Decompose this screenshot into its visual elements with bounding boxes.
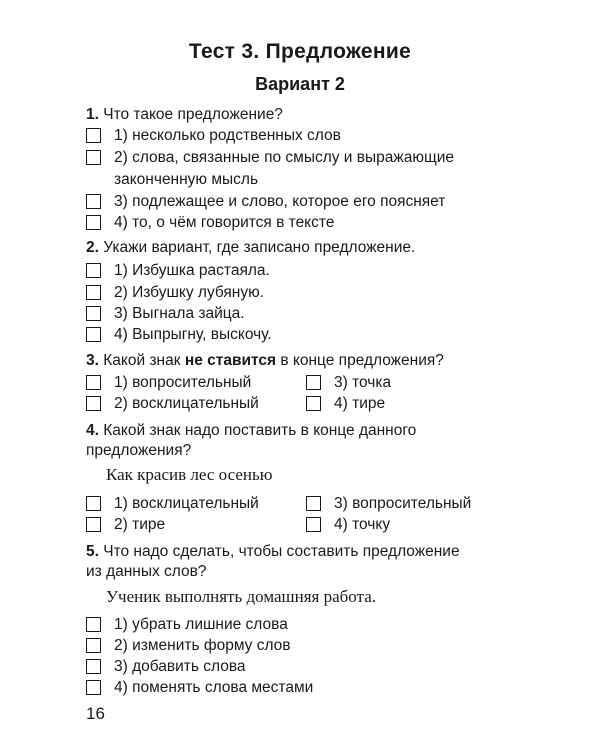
question-text: Что надо сделать, чтобы составить предложение <box>103 543 460 560</box>
option-label: 4) тире <box>334 395 386 412</box>
question-text: Какой знак надо поставить в конце данного <box>103 422 417 439</box>
option-label: 3) подлежащее и слово, которое его поясняет <box>114 193 446 210</box>
checkbox[interactable] <box>86 638 101 653</box>
question-2 <box>86 237 526 258</box>
option-label: 4) поменять слова местами <box>114 679 314 696</box>
option-label: 1) несколько родственных слов <box>114 127 341 144</box>
checkbox[interactable] <box>86 396 101 411</box>
checkbox[interactable] <box>86 215 101 230</box>
option-label: 2) слова, связанные по смыслу и выражающие <box>114 149 455 166</box>
checkbox[interactable] <box>86 150 101 165</box>
question-number: 3. <box>86 352 99 369</box>
option-label: 4) точку <box>334 516 391 533</box>
checkbox[interactable] <box>86 517 101 532</box>
question-text: Укажи вариант, где записано предложение. <box>103 239 416 256</box>
question-text-emphasis: не ставится <box>184 352 277 369</box>
q1-option-2-continuation: законченную мысль <box>114 171 259 188</box>
question-4 <box>86 420 526 441</box>
question-5-line-2: из данных слов? <box>86 563 207 580</box>
question-text: Что такое предложение? <box>103 106 283 123</box>
checkbox[interactable] <box>86 128 101 143</box>
checkbox[interactable] <box>306 517 321 532</box>
checkbox[interactable] <box>86 194 101 209</box>
checkbox[interactable] <box>86 680 101 695</box>
question-5 <box>86 541 526 562</box>
checkbox[interactable] <box>86 375 101 390</box>
question-number: 4. <box>86 422 99 439</box>
checkbox[interactable] <box>86 617 101 632</box>
option-label: 2) восклицательный <box>114 395 259 412</box>
option-label: 2) Избушку лубяную. <box>114 284 265 301</box>
checkbox[interactable] <box>86 285 101 300</box>
question-text-end: в конце предложения? <box>280 352 444 369</box>
option-label: 4) то, о чём говорится в тексте <box>114 214 335 231</box>
option-label: 2) изменить форму слов <box>114 637 291 654</box>
question-text: Какой знак <box>103 352 181 369</box>
option-label: 1) Избушка растаяла. <box>114 262 270 279</box>
checkbox[interactable] <box>306 375 321 390</box>
option-label: 1) убрать лишние слова <box>114 616 288 633</box>
checkbox[interactable] <box>306 396 321 411</box>
page-title: Тест 3. Предложение <box>188 40 412 63</box>
option-label: 1) вопросительный <box>114 374 252 391</box>
option-label: 1) восклицательный <box>114 495 259 512</box>
checkbox[interactable] <box>86 659 101 674</box>
option-label: 3) точка <box>334 374 392 391</box>
checkbox[interactable] <box>306 496 321 511</box>
checkbox[interactable] <box>86 496 101 511</box>
question-1 <box>86 104 526 125</box>
question-number: 2. <box>86 239 99 256</box>
variant-heading: Вариант 2 <box>255 74 345 94</box>
option-label: 2) тире <box>114 516 166 533</box>
checkbox[interactable] <box>86 306 101 321</box>
option-label: 3) Выгнала зайца. <box>114 305 245 322</box>
question-3 <box>86 350 526 371</box>
question-number: 5. <box>86 543 99 560</box>
option-label: 4) Выпрыгну, выскочу. <box>114 326 272 343</box>
example-sentence: Как красив лес осенью <box>106 465 273 484</box>
option-label: 3) вопросительный <box>334 495 472 512</box>
checkbox[interactable] <box>86 327 101 342</box>
page-number: 16 <box>86 704 105 723</box>
checkbox[interactable] <box>86 263 101 278</box>
question-4-line-2: предложения? <box>86 442 192 459</box>
example-words: Ученик выполнять домашняя работа. <box>106 587 376 606</box>
question-number: 1. <box>86 106 99 123</box>
option-label: 3) добавить слова <box>114 658 246 675</box>
